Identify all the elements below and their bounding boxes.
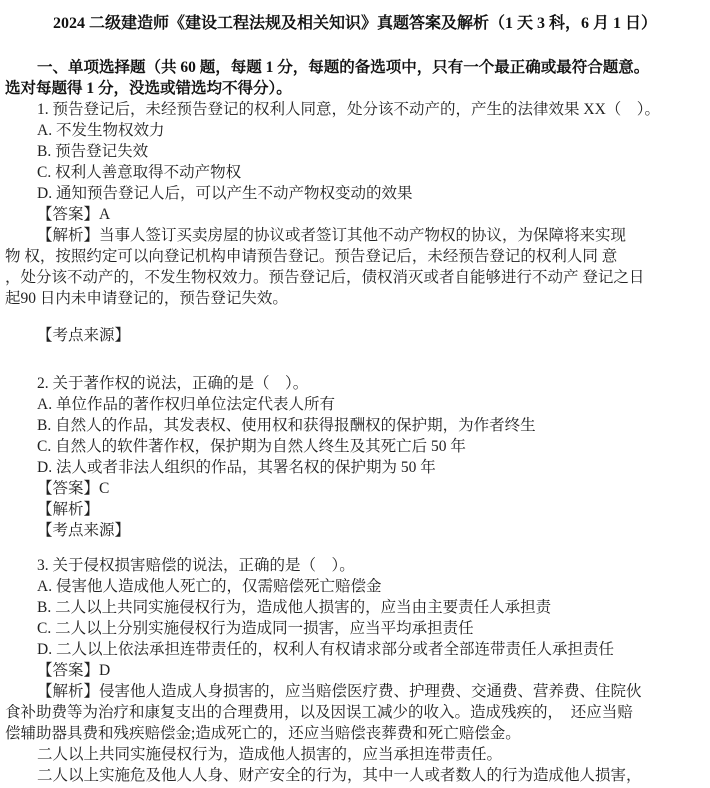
question-3-analysis-line-1: 【解析】侵害他人造成人身损害的，应当赔偿医疗费、护理费、交通费、营养费、住院伙 xyxy=(37,683,642,700)
question-1 xyxy=(0,99,710,346)
question-2 xyxy=(0,373,710,541)
section-heading-line-2: 选对每题得 1 分，没选或错选均不得分）。 xyxy=(5,80,292,97)
question-2-analysis-line-1: 【解析】 xyxy=(37,501,100,518)
question-3-analysis-line-3: 偿辅助器具费和残疾赔偿金;造成死亡的，还应当赔偿丧葬费和死亡赔偿金。 xyxy=(5,725,521,742)
question-2-option-b: B. 自然人的作品，其发表权、使用权和获得报酬权的保护期，为作者终生 xyxy=(37,417,536,434)
question-2-option-a: A. 单位作品的著作权归单位法定代表人所有 xyxy=(37,396,335,413)
question-2-answer: 【答案】C xyxy=(37,480,110,497)
question-2-option-d: D. 法人或者非法人组织的作品，其署名权的保护期为 50 年 xyxy=(37,459,436,476)
section-heading-line-1: 一、单项选择题（共 60 题，每题 1 分，每题的备选项中，只有一个最正确或最符合题意。 xyxy=(37,59,650,76)
question-1-option-b: B. 预告登记失效 xyxy=(37,143,149,160)
question-2-source: 【考点来源】 xyxy=(37,522,131,539)
question-3-option-d: D. 二人以上依法承担连带责任的，权利人有权请求部分或者全部连带责任人承担责任 xyxy=(37,641,614,658)
question-2-stem: 2. 关于著作权的说法，正确的是（ ）。 xyxy=(37,375,309,392)
question-3-analysis-paragraph-3: 二人以上实施危及他人人身、财产安全的行为，其中一人或者数人的行为造成他人损害， xyxy=(37,767,642,784)
question-1-analysis-line-2: 物 权，按照约定可以向登记机构申请预告登记。预告登记后，未经预告登记的权利人同 意 xyxy=(5,248,618,265)
question-1-answer: 【答案】A xyxy=(37,206,111,223)
question-1-option-c: C. 权利人善意取得不动产物权 xyxy=(37,164,242,181)
question-1-source: 【考点来源】 xyxy=(37,327,131,344)
question-2-option-c: C. 自然人的软件著作权，保护期为自然人终生及其死亡后 50 年 xyxy=(37,438,466,455)
question-3-option-b: B. 二人以上共同实施侵权行为，造成他人损害的，应当由主要责任人承担责 xyxy=(37,599,552,616)
question-1-stem: 1. 预告登记后，未经预告登记的权利人同意，处分该不动产的，产生的法律效果 XX（ ）。 xyxy=(37,101,661,118)
question-1-analysis-line-1: 【解析】当事人签订买卖房屋的协议或者签订其他不动产物权的协议，为保障将来实现 xyxy=(37,227,627,244)
question-1-option-d: D. 通知预告登记人后，可以产生不动产物权变动的效果 xyxy=(37,185,413,202)
question-1-option-a: A. 不发生物权效力 xyxy=(37,122,165,139)
question-3-analysis-line-2: 食补助费等为治疗和康复支出的合理费用，以及因误工减少的收入。造成残疾的， 还应当赔 xyxy=(5,704,633,721)
question-3-analysis-paragraph-2: 二人以上共同实施侵权行为，造成他人损害的，应当承担连带责任。 xyxy=(37,746,503,763)
question-3-option-a: A. 侵害他人造成他人死亡的，仅需赔偿死亡赔偿金 xyxy=(37,578,382,595)
question-3 xyxy=(0,555,710,786)
question-3-option-c: C. 二人以上分别实施侵权行为造成同一损害，应当平均承担责任 xyxy=(37,620,474,637)
question-3-stem: 3. 关于侵权损害赔偿的说法，正确的是（ ）。 xyxy=(37,557,355,574)
question-3-answer: 【答案】D xyxy=(37,662,111,679)
question-1-analysis-line-4: 起90 日内未申请登记的，预告登记失效。 xyxy=(5,290,288,307)
page-title: 2024 二级建造师《建设工程法规及相关知识》真题答案及解析（1 天 3 科，6 月 1 日） xyxy=(52,15,657,32)
question-1-analysis-line-3: ，处分该不动产的，不发生物权效力。预告登记后，债权消灭或者自能够进行不动产 登记之日 xyxy=(5,269,645,286)
